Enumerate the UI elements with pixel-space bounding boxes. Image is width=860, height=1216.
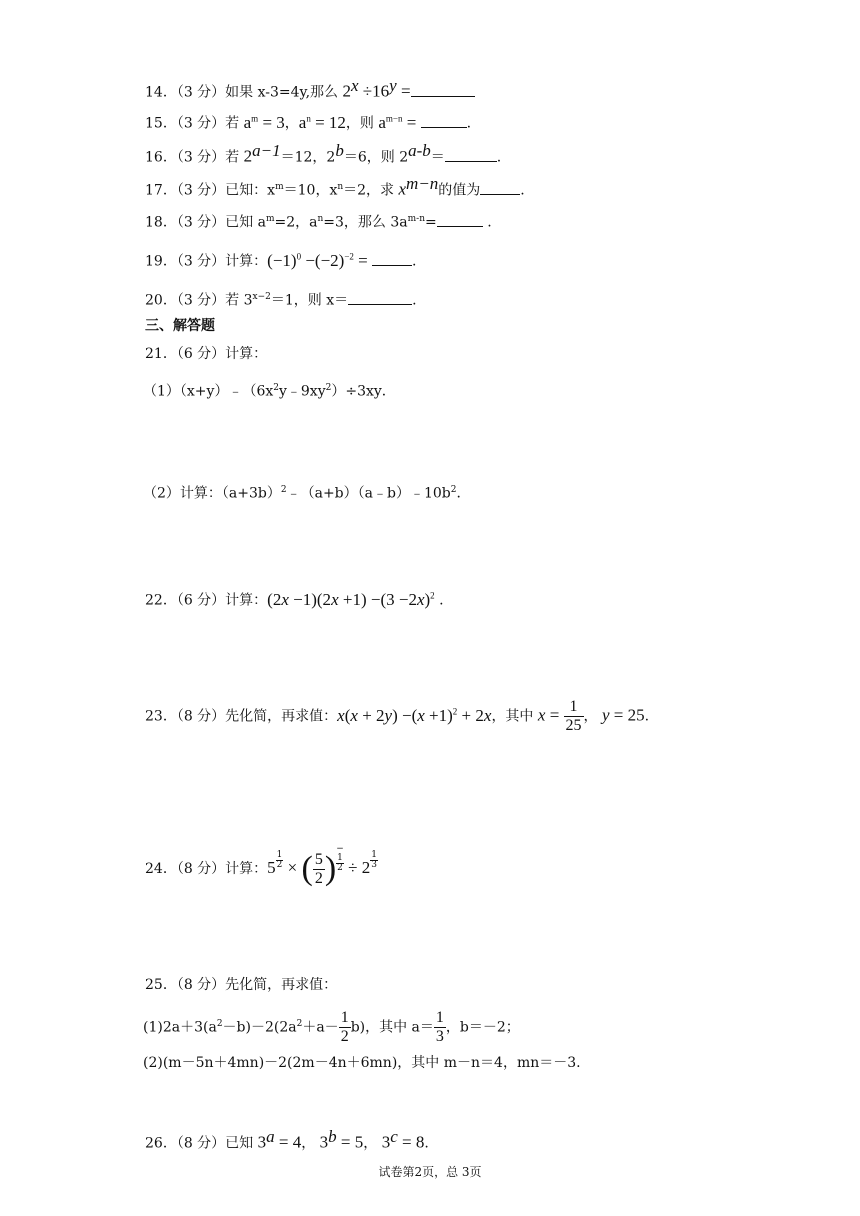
answer-blank — [372, 251, 412, 266]
question-15: 15．（3 分）若 $a^m = 3$，$a^n = 12$，则 $a^{m-n}$ = . — [145, 112, 472, 132]
answer-blank — [348, 290, 412, 305]
question-14: 14．（3 分）如果 x-3=4y,那么 $2^x \div 16^y$ = — [145, 76, 475, 103]
section-heading: 三、解答题 — [145, 318, 215, 334]
question-23: 23．（8 分）先化简，再求值：$x(x + 2y) -(x +1)^2 + 2x$，其中 x = $\frac{1}{25}$ ， y = 25. — [145, 698, 650, 735]
page-footer: 试卷第2页，总 3页 — [378, 1165, 482, 1179]
question-19: 19．（3 分）计算：$(-1)^0 -(-2)^{-2}$ = . — [145, 250, 417, 270]
question-25-part1: $(1)2a+3(a^2-b)-2(2a^2+a-$ $\frac{1}{2}$ b)，其中 a＝ $\frac{1}{3}$ ，b＝－2； — [143, 1009, 520, 1046]
question-25-part2: (2)(m－5n＋4mn)－2(2m－4n＋6mn)，其中 m－n＝4，mn＝－3. — [143, 1055, 581, 1071]
question-24: 24．（8 分）计算：5 $\frac{1}{2}$ × ( $\frac{5}{2}$ )− 1 2 ÷ 2 $\frac{1}{3}$ — [145, 844, 377, 887]
question-20: 20．（3 分）若 $3^{x-2}=1$，则 x＝ . — [145, 287, 417, 311]
answer-blank — [421, 113, 467, 128]
question-21-part2: （2）计算：$(a+3b)^2﹣(a+b)(a﹣b)﹣10b^2$． — [143, 485, 471, 502]
answer-blank — [480, 180, 520, 195]
question-21-part1: $(1)(x+y)﹣(6x^2y﹣9xy^2)\div 3xy$． — [143, 383, 396, 400]
question-21-title: 21．（6 分）计算： — [145, 346, 268, 362]
question-17: 17．（3 分）已知：$x^m=10$，$x^n=2$，求 $x^{m-n}$的值为 . — [145, 174, 525, 199]
question-18: 18．（3 分）已知 $a^m=2$，$a^n=3$，那么 $3a^{m-n}=$ . — [145, 209, 492, 233]
answer-blank — [411, 82, 475, 97]
fraction: $\frac{1}{25}$ — [565, 698, 582, 735]
answer-blank — [437, 212, 483, 227]
question-22: 22．（6 分）计算：$(2x -1)(2x +1) -(3 -2x)^2$ . — [145, 589, 444, 609]
question-16: 16．（3 分）若 $2^{a-1}=12$，$2^b=6$，则 $2^{a-b}=$ . — [145, 141, 502, 166]
question-25-title: 25．（8 分）先化简，再求值： — [145, 977, 338, 993]
answer-blank — [445, 147, 497, 162]
question-26: 26．（8 分）已知 $3^a = 4$， $3^b = 5$， $3^c = 8$. — [145, 1127, 429, 1152]
